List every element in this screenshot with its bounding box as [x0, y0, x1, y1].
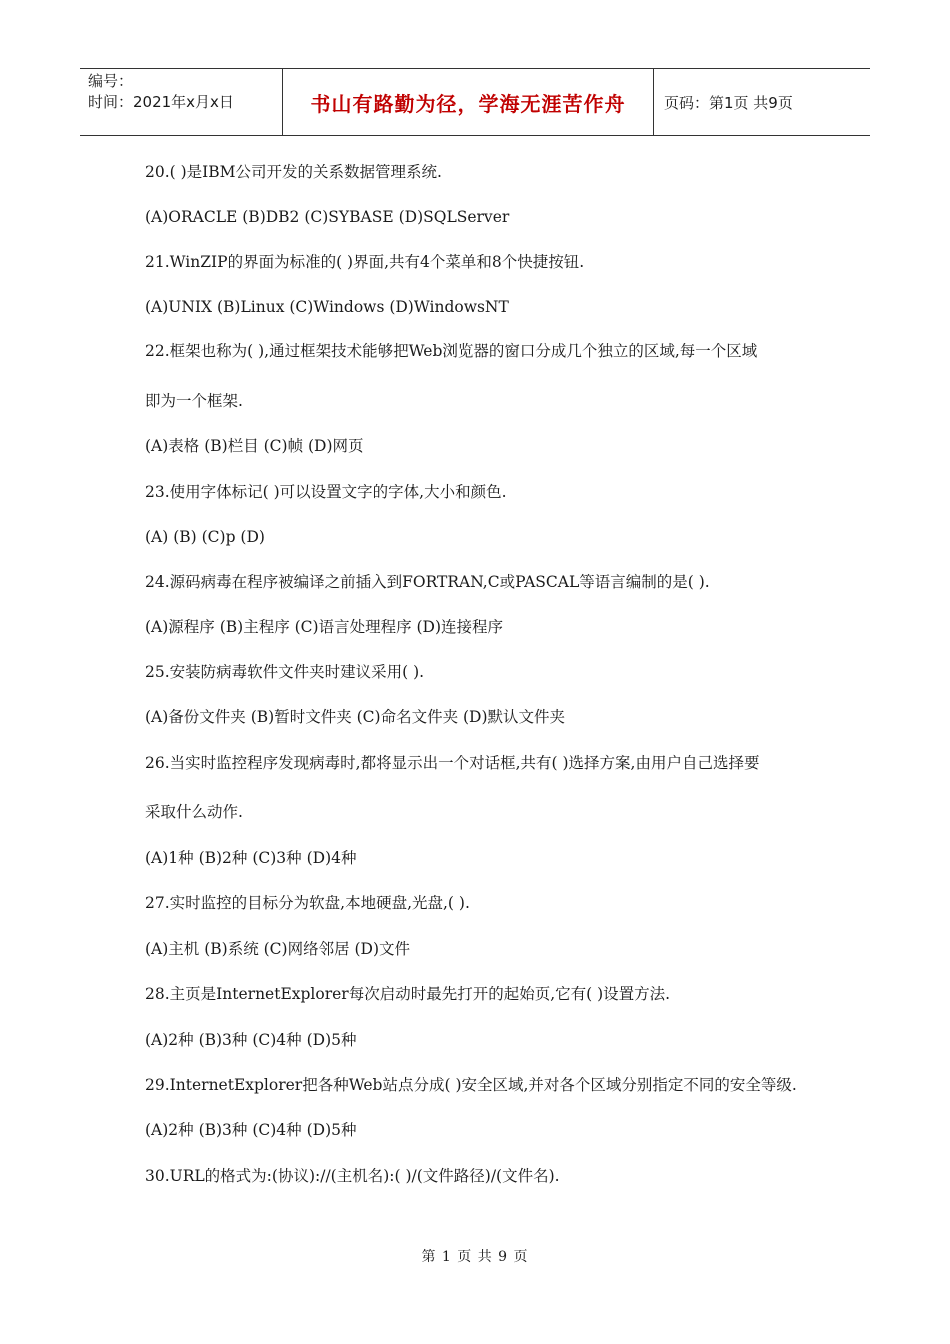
- question-text: 26.当实时监控程序发现病毒时,都将显示出一个对话框,共有( )选择方案,由用户自己选择要: [145, 754, 760, 772]
- answer-options: (A)表格 (B)栏目 (C)帧 (D)网页: [145, 437, 364, 455]
- answer-options: (A)UNIX (B)Linux (C)Windows (D)WindowsNT: [145, 298, 509, 316]
- question-text: 21.WinZIP的界面为标准的( )界面,共有4个菜单和8个快捷按钮.: [145, 253, 585, 271]
- page-footer: 第 1 页 共 9 页: [421, 1249, 529, 1265]
- header-meta: [80, 69, 282, 135]
- header-motto: 书山有路勤为径，学海无涯苦作舟: [282, 69, 654, 135]
- question-text: 22.框架也称为( ),通过框架技术能够把Web浏览器的窗口分成几个独立的区域,每一个区域: [145, 342, 758, 360]
- question-text: 27.实时监控的目标分为软盘,本地硬盘,光盘,( ).: [145, 894, 470, 912]
- answer-options: (A)2种 (B)3种 (C)4种 (D)5种: [145, 1121, 357, 1139]
- question-text: 20.( )是IBM公司开发的关系数据管理系统.: [145, 163, 442, 181]
- answer-options: (A)1种 (B)2种 (C)3种 (D)4种: [145, 849, 357, 867]
- question-text: 29.InternetExplorer把各种Web站点分成( )安全区域,并对各个区域分别指定不同的安全等级.: [145, 1076, 797, 1094]
- answer-options: (A)ORACLE (B)DB2 (C)SYBASE (D)SQLServer: [145, 208, 510, 226]
- document-date: 时间：2021年x月x日: [88, 93, 234, 111]
- question-text-continued: 采取什么动作.: [145, 803, 243, 821]
- answer-options: (A)主机 (B)系统 (C)网络邻居 (D)文件: [145, 940, 411, 958]
- question-text-continued: 即为一个框架.: [145, 392, 243, 410]
- answer-options: (A)源程序 (B)主程序 (C)语言处理程序 (D)连接程序: [145, 618, 504, 636]
- document-number-label: 编号：: [88, 72, 134, 90]
- question-text: 25.安装防病毒软件文件夹时建议采用( ).: [145, 663, 425, 681]
- answer-options: (A)2种 (B)3种 (C)4种 (D)5种: [145, 1031, 357, 1049]
- question-text: 30.URL的格式为:(协议)://(主机名):( )/(文件路径)/(文件名).: [145, 1167, 560, 1185]
- answer-options: (A) (B) (C)p (D): [145, 528, 265, 546]
- question-text: 24.源码病毒在程序被编译之前插入到FORTRAN,C或PASCAL等语言编制的是( ).: [145, 573, 710, 591]
- question-text: 28.主页是InternetExplorer每次启动时最先打开的起始页,它有( )设置方法.: [145, 985, 671, 1003]
- page-header: [80, 68, 870, 136]
- question-text: 23.使用字体标记( )可以设置文字的字体,大小和颜色.: [145, 483, 507, 501]
- answer-options: (A)备份文件夹 (B)暂时文件夹 (C)命名文件夹 (D)默认文件夹: [145, 708, 566, 726]
- header-page-number: 页码：第1页 共9页: [664, 93, 793, 112]
